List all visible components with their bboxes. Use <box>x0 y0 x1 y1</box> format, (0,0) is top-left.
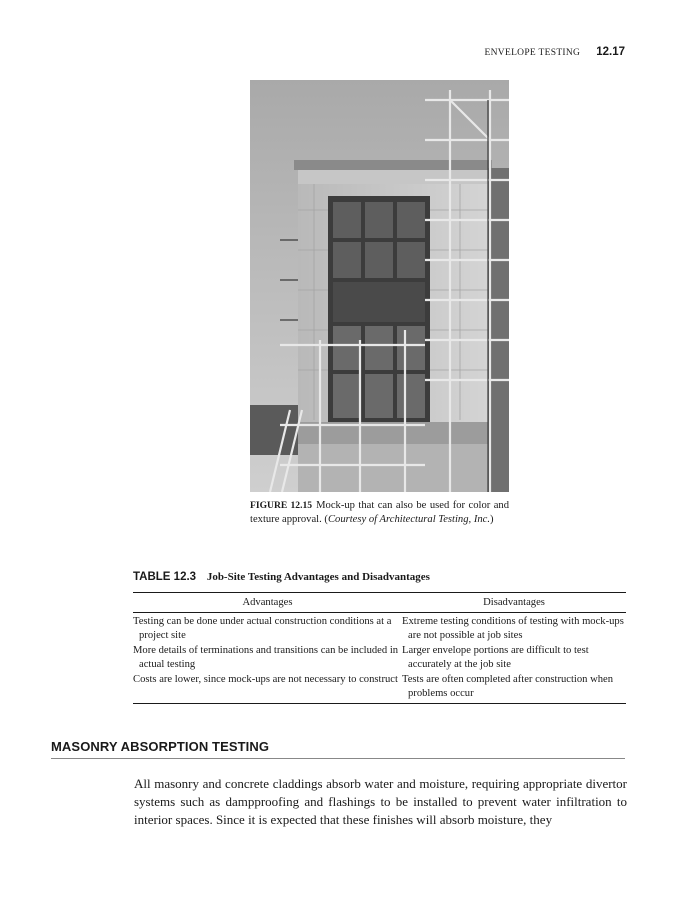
table-label: TABLE 12.3 <box>133 571 197 583</box>
table-row <box>133 612 626 644</box>
advantages-table <box>133 592 626 704</box>
table-row <box>133 673 626 704</box>
figure-credit: Courtesy of Architectural Testing, Inc. <box>327 513 490 525</box>
table-cell: More details of terminations and transitions can be included in actual testing <box>133 644 399 670</box>
table-row <box>133 644 626 673</box>
body-paragraph: All masonry and concrete claddings absorb water and moisture, requiring appropriate divertor systems such as dampproofing and flashings to be installed to prevent water infiltration to interior spaces. Since it is expected that these finishes will absorb moisture, they <box>134 776 627 827</box>
table-cell: Costs are lower, since mock-ups are not necessary to construct <box>133 673 398 685</box>
table-header-row <box>133 593 626 613</box>
table-title <box>133 571 633 583</box>
figure-label: FIGURE 12.15 <box>250 500 313 511</box>
table-header-advantages: Advantages <box>133 593 402 613</box>
table-cell: Extreme testing conditions of testing with mock-ups are not possible at job sites <box>402 615 624 641</box>
figure-caption-close: ) <box>490 513 494 525</box>
figure-photo-mockup <box>250 80 509 492</box>
table-title-text: Job-Site Testing Advantages and Disadvantages <box>206 571 430 583</box>
page-number: 12.17 <box>596 46 625 58</box>
figure-caption-text: Mock-up that can also be used for color and texture approval. ( <box>250 500 510 525</box>
table-cell: Larger envelope portions are difficult to test accurately at the job site <box>402 644 589 670</box>
table-header-disadvantages: Disadvantages <box>402 593 626 613</box>
section-heading: MASONRY ABSORPTION TESTING <box>51 739 625 759</box>
running-head <box>485 46 625 58</box>
table-cell: Tests are often completed after construction when problems occur <box>402 673 614 699</box>
running-head-title: ENVELOPE TESTING <box>484 48 581 58</box>
table-cell: Testing can be done under actual construction conditions at a project site <box>133 615 392 641</box>
figure-caption <box>250 499 509 526</box>
